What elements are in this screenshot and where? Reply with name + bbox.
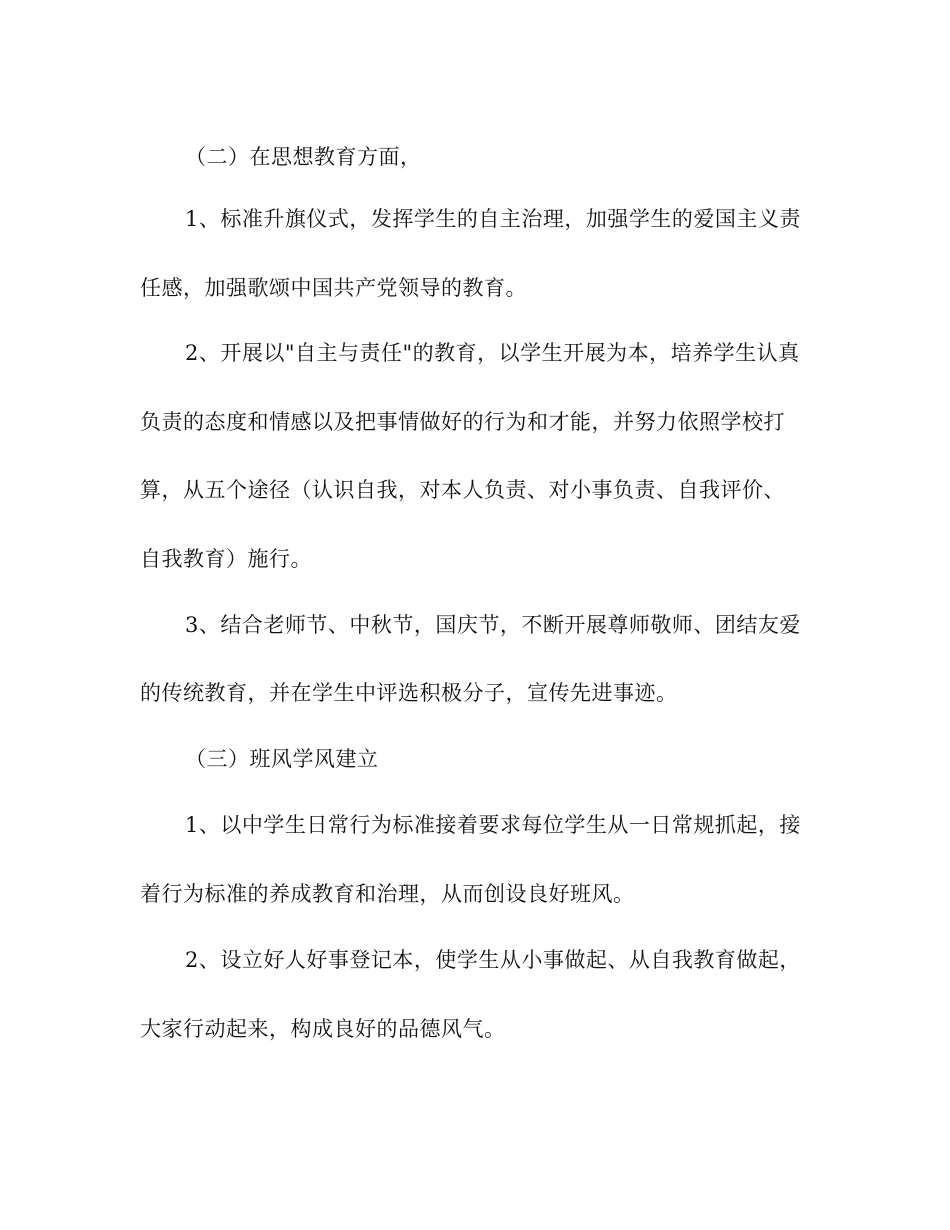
item-3-1-line-1: 1、以中学生日常行为标准接着要求每位学生从一日常规抓起，接	[185, 813, 801, 837]
item-3-1-line-2: 着行为标准的养成教育和治理，从而创设良好班风。	[140, 882, 635, 906]
section-heading-3: （三）班风学风建立	[185, 747, 379, 771]
item-2-2-line-2: 负责的态度和情感以及把事情做好的行为和才能，并努力依照学校打	[140, 410, 785, 434]
item-2-2-line-3: 算，从五个途径（认识自我，对本人负责、对小事负责、自我评价、	[140, 478, 785, 502]
item-3-2-line-2: 大家行动起来，构成良好的品德风气。	[140, 1017, 506, 1041]
item-2-3-line-1: 3、结合老师节、中秋节，国庆节，不断开展尊师敬师、团结友爱	[185, 613, 801, 637]
item-2-2-line-4: 自我教育）施行。	[140, 547, 312, 571]
item-2-2-line-1: 2、开展以"自主与责任"的教育，以学生开展为本，培养学生认真	[185, 341, 800, 365]
item-2-1-line-2: 任感，加强歌颂中国共产党领导的教育。	[140, 276, 527, 300]
item-2-1-line-1: 1、标准升旗仪式，发挥学生的自主治理，加强学生的爱国主义责	[185, 207, 801, 231]
item-3-2-line-1: 2、设立好人好事登记本，使学生从小事做起、从自我教育做起，	[185, 948, 801, 972]
section-heading-2: （二）在思想教育方面，	[185, 145, 422, 169]
item-2-3-line-2: 的传统教育，并在学生中评选积极分子，宣传先进事迹。	[140, 681, 678, 705]
